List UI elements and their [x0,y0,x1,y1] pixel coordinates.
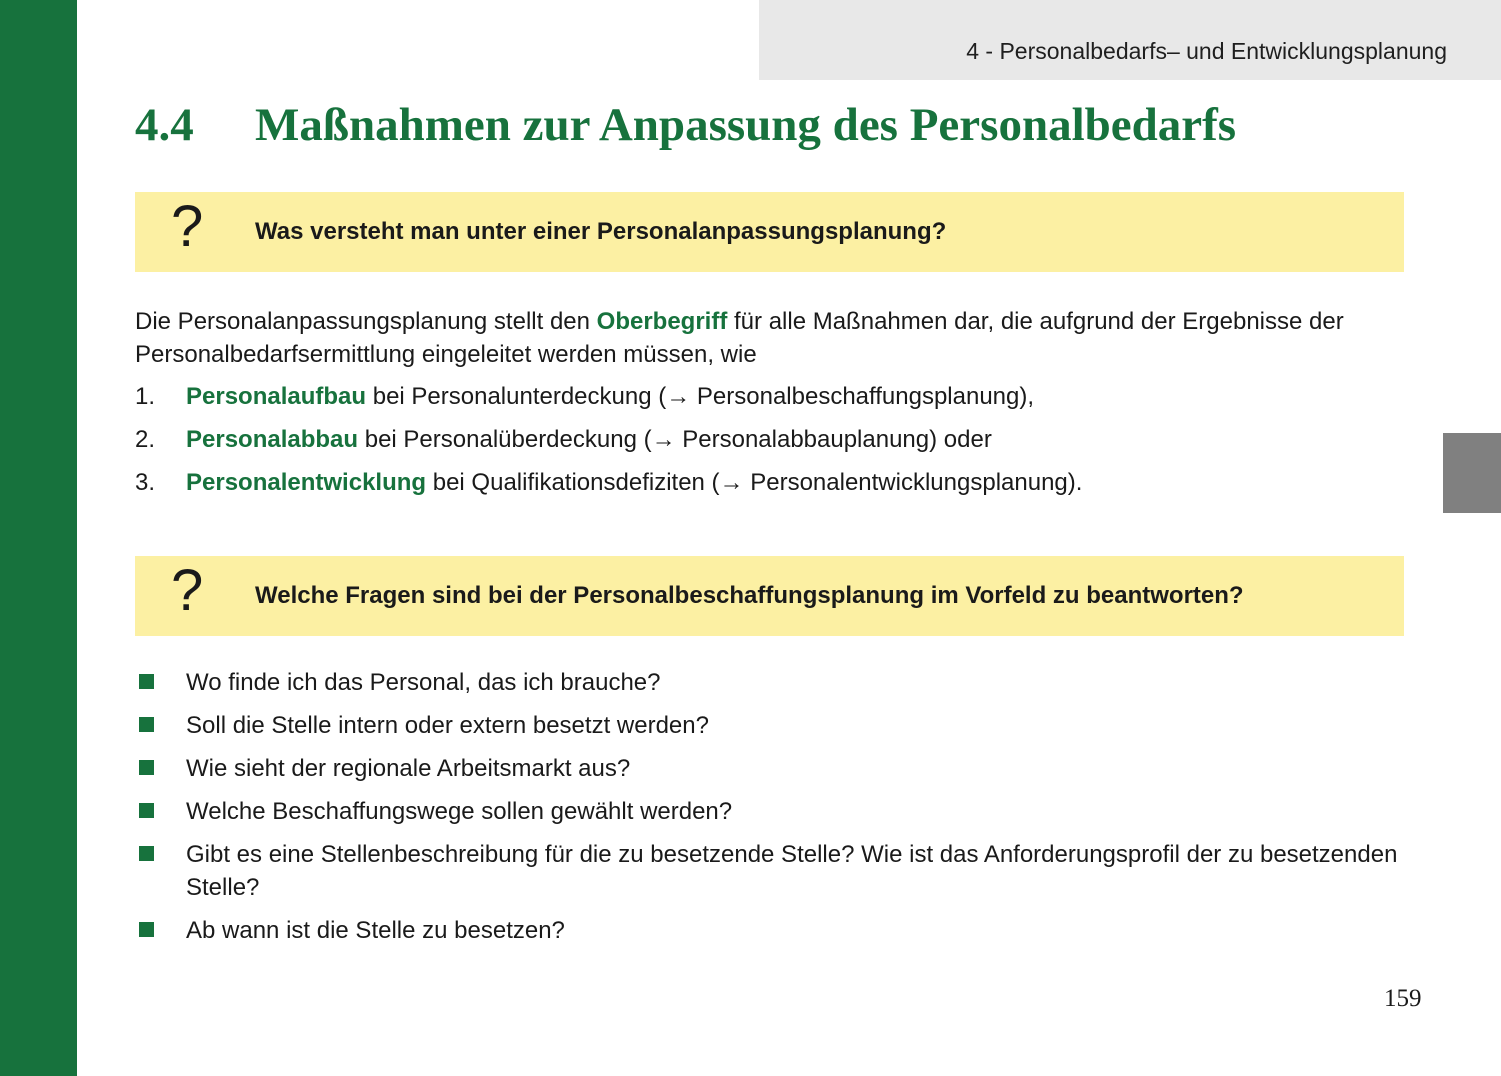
bullet-text: Ab wann ist die Stelle zu besetzen? [186,917,565,944]
list-item [135,795,1410,828]
question-box-2 [135,556,1404,636]
list-item [135,752,1410,785]
answer-text: für alle Maßnahmen dar, die aufgrund der Ergebnisse der Personalbedarfsermittlung eingeleitet werden müssen, wie [135,308,1344,368]
section-heading [135,98,1236,152]
question-mark-icon: ? [171,558,204,623]
answer-paragraph [135,305,1410,371]
item-text: bei Personalüberdeckung (→ Personalabbauplanung) oder [358,426,992,453]
item-text: bei Personalunterdeckung (→ Personalbeschaffungsplanung), [366,383,1035,410]
square-bullet-icon [139,803,154,818]
chapter-title: 4 - Personalbedarfs– und Entwicklungsplanung [966,38,1447,64]
bullet-text: Wo finde ich das Personal, das ich brauche? [186,669,661,696]
question-box-1 [135,192,1404,272]
list-item [135,838,1410,904]
item-number: 3. [135,469,156,496]
square-bullet-icon [139,846,154,861]
square-bullet-icon [139,922,154,937]
chapter-header [759,0,1501,80]
list-item [135,466,1410,509]
item-term: Personalabbau [186,426,359,453]
list-item [135,914,1410,947]
page-number: 159 [1384,985,1422,1012]
section-number: 4.4 [135,99,194,151]
answer-text: Die Personalanpassungsplanung stellt den [135,308,597,335]
highlight-term: Oberbegriff [596,308,728,335]
bullet-text: Welche Beschaffungswege sollen gewählt werden? [186,798,733,825]
bullet-list [135,666,1410,957]
item-term: Personalentwicklung [186,469,427,496]
left-color-bar [0,0,77,1076]
square-bullet-icon [139,760,154,775]
bullet-text: Gibt es eine Stellenbeschreibung für die zu besetzende Stelle? Wie ist das Anforderungsprofil der zu besetzenden Stelle? [186,841,1398,901]
square-bullet-icon [139,717,154,732]
bullet-text: Wie sieht der regionale Arbeitsmarkt aus? [186,755,631,782]
list-item [135,709,1410,742]
question-text: Was versteht man unter einer Personalanpassungsplanung? [255,218,947,245]
bullet-text: Soll die Stelle intern oder extern besetzt werden? [186,712,709,739]
square-bullet-icon [139,674,154,689]
list-item [135,666,1410,699]
item-term: Personalaufbau [186,383,367,410]
numbered-list [135,380,1410,509]
question-mark-icon: ? [171,194,204,259]
item-number: 2. [135,426,156,453]
section-title-text: Maßnahmen zur Anpassung des Personalbedarfs [255,99,1237,151]
list-item [135,380,1410,423]
list-item [135,423,1410,466]
item-number: 1. [135,383,156,410]
chapter-tab-marker [1443,433,1501,513]
question-text: Welche Fragen sind bei der Personalbeschaffungsplanung im Vorfeld zu beantworten? [255,582,1244,609]
item-text: bei Qualifikationsdefiziten (→ Personalentwicklungsplanung). [426,469,1083,496]
